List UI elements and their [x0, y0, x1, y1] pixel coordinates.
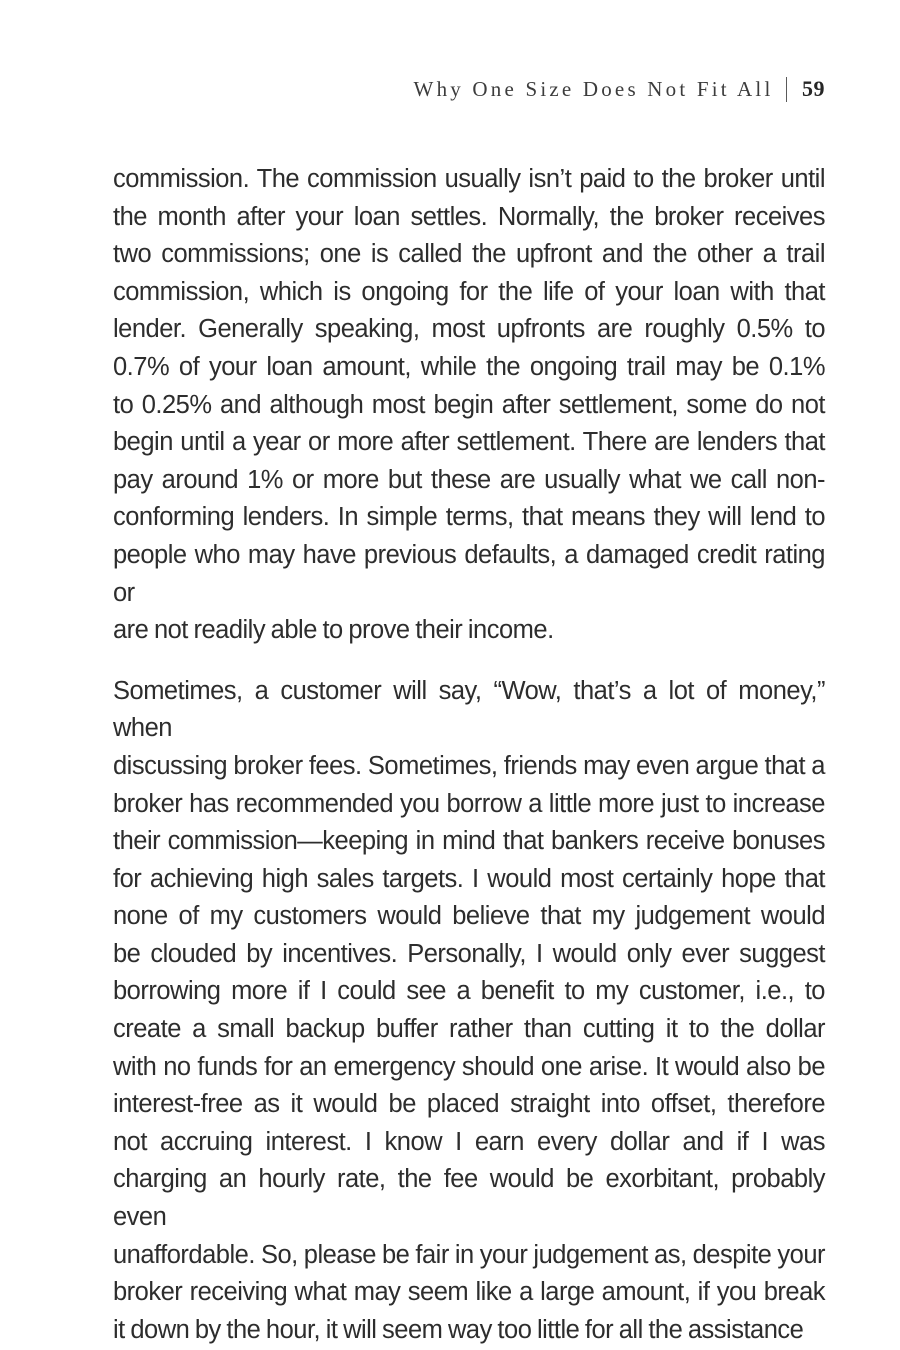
text-line: are not readily able to prove their income.: [113, 616, 554, 645]
text-line: be clouded by incentives. Personally, I would only ever suggest: [113, 939, 825, 968]
text-line: not accruing interest. I know I earn every dollar and if I was: [113, 1127, 825, 1156]
text-line: broker has recommended you borrow a little more just to increase: [113, 789, 825, 818]
page-header: [113, 76, 825, 102]
text-line: create a small backup buffer rather than cutting it to the dollar: [113, 1015, 825, 1044]
text-line: charging an hourly rate, the fee would be exorbitant, probably even: [113, 1165, 825, 1232]
text-line: people who may have previous defaults, a damaged credit rating or: [113, 540, 825, 607]
text-line: two commissions; one is called the upfront and the other a trail: [113, 240, 825, 269]
running-title: Why One Size Does Not Fit All: [413, 77, 774, 101]
text-line: unaffordable. So, please be fair in your judgement as, despite your: [113, 1240, 825, 1269]
text-line: discussing broker fees. Sometimes, friends may even argue that a: [113, 751, 825, 780]
text-line: interest-free as it would be placed straight into offset, therefore: [113, 1090, 825, 1119]
header-separator: [786, 77, 788, 102]
text-line: pay around 1% or more but these are usually what we call non-: [113, 465, 825, 494]
text-line: it down by the hour, it will seem way too little for all the assistance: [113, 1315, 804, 1344]
text-line: broker receiving what may seem like a large amount, if you break: [113, 1278, 825, 1307]
text-line: the month after your loan settles. Normally, the broker receives: [113, 202, 825, 231]
text-line: commission, which is ongoing for the life of your loan with that: [113, 277, 825, 306]
text-line: borrowing more if I could see a benefit to my customer, i.e., to: [113, 977, 825, 1006]
text-line: 0.7% of your loan amount, while the ongoing trail may be 0.1%: [113, 352, 825, 381]
text-line: commission. The commission usually isn’t paid to the broker until: [113, 165, 825, 193]
paragraph: [113, 673, 825, 1350]
text-line: their commission—keeping in mind that bankers receive bonuses: [113, 827, 825, 856]
page-number: 59: [802, 76, 825, 101]
text-line: for achieving high sales targets. I would most certainly hope that: [113, 864, 825, 893]
text-line: none of my customers would believe that my judgement would: [113, 902, 825, 931]
text-line: conforming lenders. In simple terms, that means they will lend to: [113, 503, 825, 532]
body-text: [113, 161, 825, 1349]
text-line: lender. Generally speaking, most upfronts are roughly 0.5% to: [113, 315, 825, 344]
paragraph: [113, 161, 825, 650]
text-line: Sometimes, a customer will say, “Wow, that’s a lot of money,” when: [113, 676, 825, 743]
text-line: to 0.25% and although most begin after settlement, some do not: [113, 390, 825, 419]
text-line: with no funds for an emergency should one arise. It would also be: [113, 1052, 825, 1081]
text-line: begin until a year or more after settlement. There are lenders that: [113, 428, 825, 457]
